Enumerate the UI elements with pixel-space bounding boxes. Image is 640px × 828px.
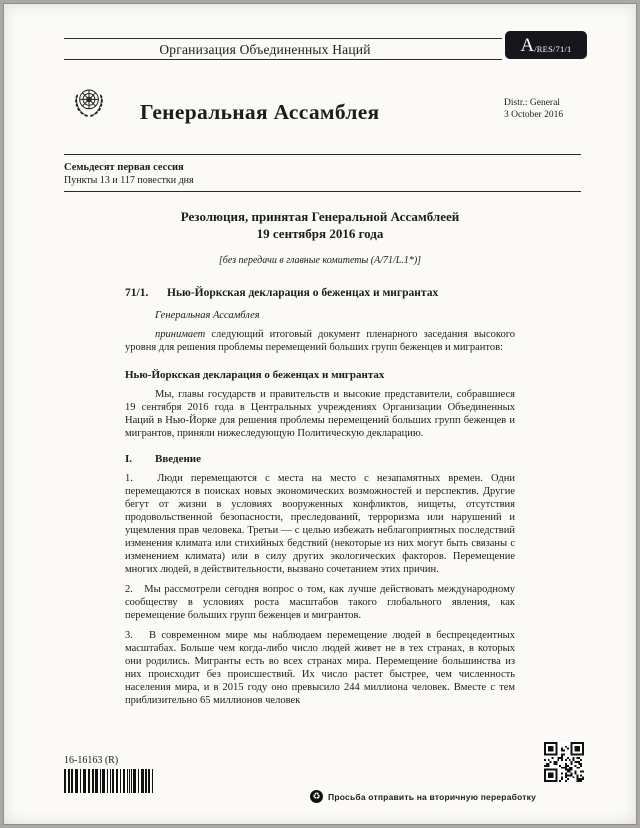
body-title: Генеральная Ассамблея (140, 100, 380, 124)
document-page (3, 3, 637, 825)
divider (64, 38, 502, 39)
distr-date: 3 October 2016 (504, 110, 564, 120)
paragraph-1: 1. Люди перемещаются с места на место с незапамятных времен. Одни перемещаются в поисках новых экономических возможностей и перспектив. Другие бегут от жизни в условиях вооруженных конфликтов, нищеты, отсутствия продовольственной безопасности, преследований, терроризма или нарушений и ущемления прав человека. Третьи — с целью избежать неблагоприятных последствий изменения климата или стихийных бедствий (некоторые из них могут быть связаны с изменением климата) или в силу других экологических факторов. Перемещение многих людей, в действительности, вызвано сочетанием этих причин. (125, 473, 515, 575)
symbol-rest: /RES/71/1 (534, 43, 572, 54)
declaration-intro: Мы, главы государств и правительств и высокие представители, собравшиеся 19 сентября 2016 года в Центральных учреждениях Организации Объединенных Наций в Нью-Йорке для решения проблемы перемещений больших групп беженцев и мигрантов, приняли нижеследующую Политическую декларацию. (125, 389, 515, 439)
declaration-heading: Нью-Йоркская декларация о беженцах и мигрантах (125, 369, 385, 381)
document-symbol-badge (505, 31, 587, 59)
session-title: Семьдесят первая сессия (64, 162, 184, 173)
section-heading (125, 453, 515, 465)
action-word: принимает (155, 329, 206, 340)
acting-body: Генеральная Ассамблея (155, 310, 260, 321)
agenda-items: Пункты 13 и 117 повестки дня (64, 175, 194, 186)
divider (64, 191, 581, 192)
resolution-title (125, 208, 515, 242)
committee-note: [без передачи в главные комитеты (A/71/L.1*)] (218, 255, 422, 266)
resolution-number: 71/1. (125, 287, 149, 299)
distr-type: Distr.: General (504, 98, 560, 108)
divider (64, 154, 581, 155)
un-emblem-icon (66, 80, 112, 126)
resolution-title-line2: 19 сентября 2016 года (256, 226, 384, 241)
section-title: Введение (155, 453, 202, 465)
barcode (64, 769, 160, 798)
resolution-name: Нью-Йоркская декларация о беженцах и мигрантах (167, 287, 439, 299)
symbol-letter: A (520, 34, 535, 56)
resolution-heading (125, 287, 515, 299)
paragraph-2: 2. Мы рассмотрели сегодня вопрос о том, как лучше действовать международному сообществу в условиях роста масштабов такого глобального явления, как перемещение больших групп беженцев и мигрантов. (125, 584, 515, 621)
document-body (125, 208, 515, 707)
recycle-text: Просьба отправить на вторичную переработку (328, 791, 536, 802)
action-rest: следующий итоговый документ пленарного заседания высокого уровня для решения проблемы перемещений больших групп беженцев и мигрантов: (125, 329, 515, 353)
paragraph-3: 3. В современном мире мы наблюдаем перемещение людей в беспрецедентных масштабах. Больше чем когда-либо число людей живет не в тех странах, в которых они родились. Мигранты есть во всех странах мира. Перемещение большинства из них происходит без происшествий. Их число растет быстрее, чем численность населения мира, и в 2015 году оно превысило 244 миллиона человек. Вместе с тем приблизительно 65 миллионов человек (125, 630, 515, 706)
recycle-note (310, 790, 536, 803)
recycle-icon: ♻ (310, 790, 323, 803)
divider (64, 59, 502, 60)
qr-code (544, 742, 584, 787)
document-code: 16-16163 (R) (64, 755, 119, 766)
section-number: I. (125, 453, 133, 465)
distribution-info (504, 97, 563, 121)
org-name: Организация Объединенных Наций (159, 42, 371, 57)
action-paragraph (125, 328, 515, 354)
resolution-title-line1: Резолюция, принятая Генеральной Ассамблеей (180, 209, 460, 224)
